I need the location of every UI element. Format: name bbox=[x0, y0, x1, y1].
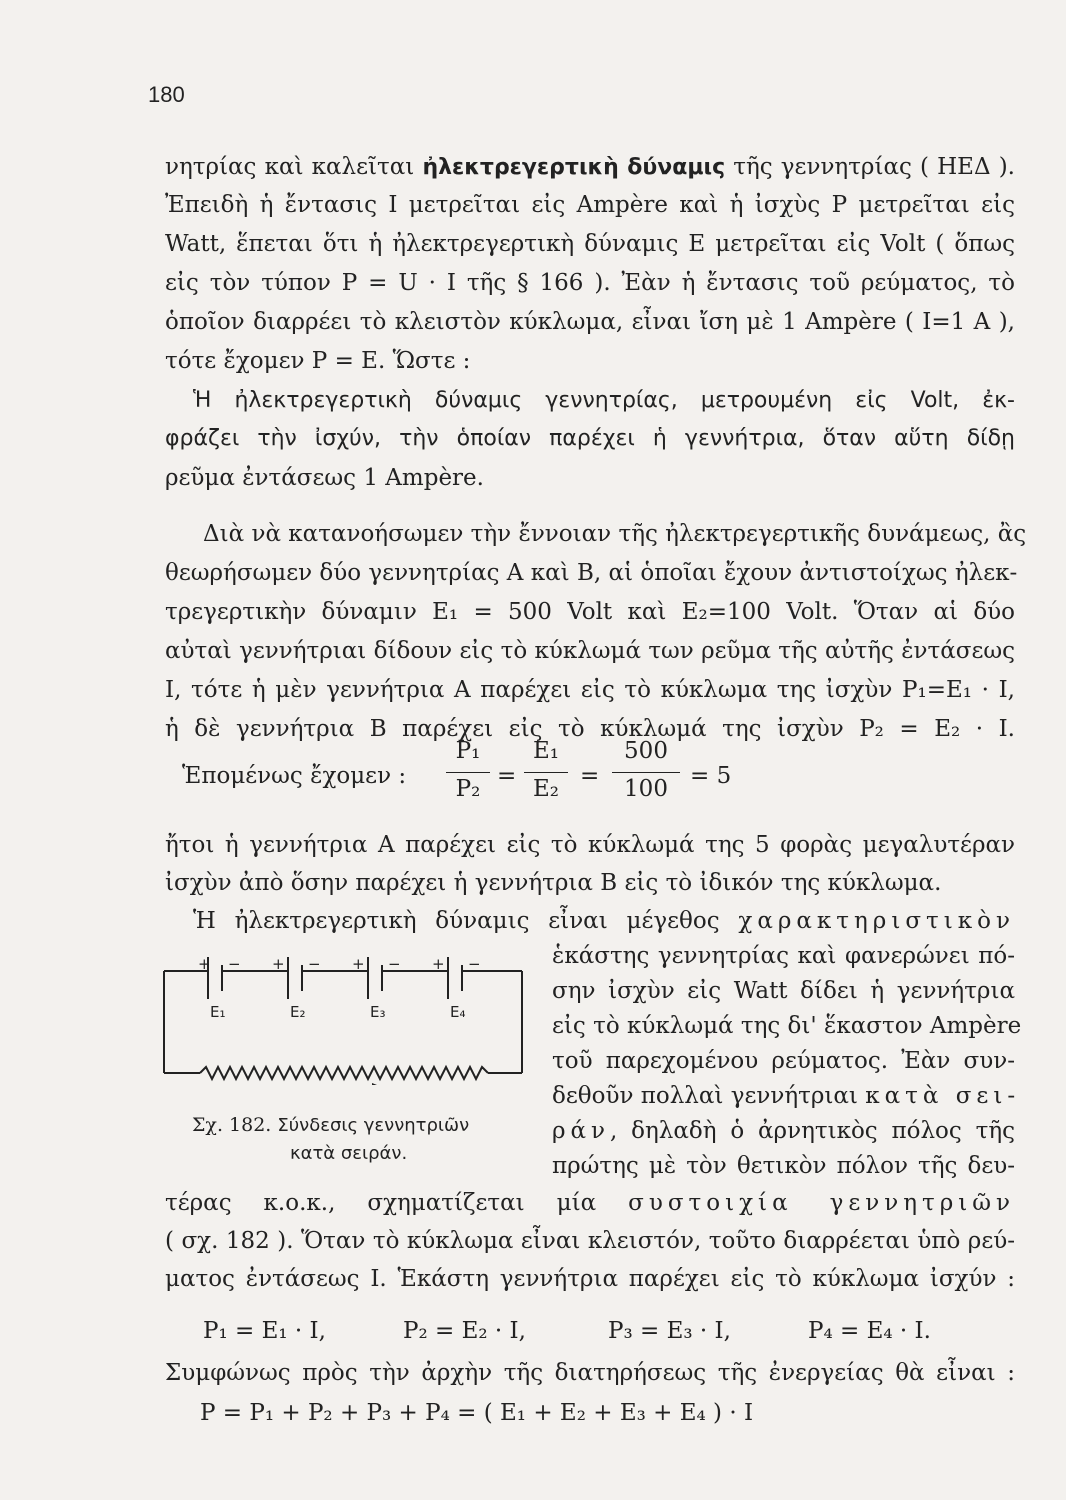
para1-line-2: Ἐπειδὴ ἡ ἔντασις I μετρεῖται εἰς Ampère καὶ ἡ ἰσχὺς P μετρεῖται εἰς bbox=[165, 192, 1015, 218]
cell-sign: − bbox=[468, 955, 481, 973]
frac2-bar bbox=[524, 772, 568, 773]
figure-caption-line-2 bbox=[290, 1142, 407, 1164]
frac3-num: 500 bbox=[624, 738, 668, 764]
cell-sign: − bbox=[308, 955, 321, 973]
para2-line-5: I, τότε ἡ μὲν γεννήτρια A παρέχει εἰς τὸ κύκλωμα της ἰσχὺν P₁=E₁ · I, bbox=[165, 677, 1015, 703]
cell-sign: + bbox=[198, 955, 211, 973]
cell-sign: − bbox=[228, 955, 241, 973]
resistor-zigzag bbox=[200, 1067, 488, 1079]
equals-sign: = bbox=[497, 763, 517, 789]
para2-line-3: τρεγερτικὴν δύναμιν E₁ = 500 Volt καὶ E₂=100 Volt. Ὅταν αἱ δύο bbox=[165, 599, 1015, 625]
caption-number: Σχ. 182. bbox=[192, 1114, 272, 1136]
cell-sign: + bbox=[272, 955, 285, 973]
text-span: τῆς γεννητρίας ( ΗΕΔ ). bbox=[725, 154, 1015, 180]
para4-narrow-7: πρώτης μὲ τὸν θετικὸν πόλον τῆς δευ- bbox=[552, 1153, 1015, 1179]
para3-line-1: ἤτοι ἡ γεννήτρια A παρέχει εἰς τὸ κύκλωμά της 5 φορὰς μεγαλυτέραν bbox=[165, 832, 1015, 858]
para5-line: Συμφώνως πρὸς τὴν ἀρχὴν τῆς διατηρήσεως τῆς ἐνεργείας θὰ εἶναι : bbox=[165, 1360, 1015, 1386]
spaced-term: ράν bbox=[552, 1118, 611, 1144]
text-span: , δηλαδὴ ὁ ἀρνητικὸς πόλος τῆς bbox=[610, 1118, 1015, 1144]
frac2-den: E₂ bbox=[532, 776, 559, 802]
para4-narrow-4: τοῦ παρεχομένου ρεύματος. Ἐὰν συν- bbox=[552, 1048, 1015, 1074]
equation-total: P = P₁ + P₂ + P₃ + P₄ = ( E₁ + E₂ + E₃ + E₄ ) · I bbox=[200, 1400, 754, 1426]
text-span: τέρας κ.ο.κ., σχηματίζεται μία bbox=[165, 1190, 629, 1216]
cell-sign: − bbox=[388, 955, 401, 973]
circuit-diagram bbox=[160, 955, 530, 1085]
para4-line-1 bbox=[193, 904, 1015, 938]
text-span: Ἡ ἠλεκτρεγερτικὴ δύναμις εἶναι μέγεθος bbox=[193, 908, 739, 934]
frac1-den: P₂ bbox=[455, 776, 481, 802]
spaced-term: χαρακτηριστικὸν bbox=[738, 908, 1015, 934]
para1-line-6: τότε ἔχομεν P = E. Ὥστε : bbox=[165, 348, 471, 374]
definition-line-3: ρεῦμα ἐντάσεως 1 Ampère. bbox=[165, 465, 484, 491]
para2-line-4: αὐταὶ γεννήτριαι δίδουν εἰς τὸ κύκλωμά των ρεῦμα τῆς αὐτῆς ἐντάσεως bbox=[165, 638, 1016, 664]
frac3-den: 100 bbox=[624, 776, 668, 802]
para1-line-5: ὁποῖον διαρρέει τὸ κλειστὸν κύκλωμα, εἶναι ἴση μὲ 1 Ampère ( I=1 A ), bbox=[165, 309, 1015, 335]
cell-label: E₄ bbox=[450, 1003, 466, 1021]
para1-line-4: εἰς τὸν τύπον P = U · I τῆς § 166 ). Ἐὰν ἡ ἔντασις τοῦ ρεύματος, τὸ bbox=[165, 270, 1015, 296]
text-span: νητρίας καὶ καλεῖται bbox=[165, 154, 423, 180]
equals-sign: = bbox=[580, 763, 600, 789]
spaced-term: συστοιχία γεννητριῶν bbox=[628, 1190, 1015, 1216]
para4-narrow-5 bbox=[552, 1079, 1021, 1113]
frac2-num: E₁ bbox=[532, 738, 559, 764]
cell-label: E₃ bbox=[370, 1003, 386, 1021]
para2-line-2: θεωρήσωμεν δύο γεννητρίας A καὶ B, αἱ ὁποῖαι ἔχουν ἀντιστοίχως ἠλεκ- bbox=[165, 560, 1018, 586]
bold-term: ἠλεκτρεγερτικὴ δύναμις bbox=[422, 155, 726, 180]
para4-narrow-2: σην ἰσχὺν εἰς Watt δίδει ἡ γεννήτρια bbox=[552, 978, 1015, 1004]
para4-full-3: ματος ἐντάσεως I. Ἑκάστη γεννήτρια παρέχει εἰς τὸ κύκλωμα ἰσχύν : bbox=[165, 1266, 1015, 1292]
para4-full-2: ( σχ. 182 ). Ὅταν τὸ κύκλωμα εἶναι κλειστόν, τοῦτο διαρρέεται ὑπὸ ρεύ- bbox=[165, 1228, 1015, 1254]
cell-label: E₁ bbox=[210, 1003, 226, 1021]
para1-line-3: Watt, ἕπεται ὅτι ἡ ἠλεκτρεγερτικὴ δύναμις E μετρεῖται εἰς Volt ( ὅπως bbox=[165, 231, 1015, 257]
equation-p1: P₁ = E₁ · I, bbox=[203, 1318, 326, 1344]
caption-text: κατὰ σειράν. bbox=[290, 1143, 408, 1164]
frac1-bar bbox=[446, 772, 490, 773]
cell-label: E₂ bbox=[290, 1003, 306, 1021]
equation-p4: P₄ = E₄ · I. bbox=[808, 1318, 931, 1344]
spaced-term: κατὰ σει- bbox=[865, 1083, 1021, 1109]
definition-line-1: Ἡ ἠλεκτρεγερτικὴ δύναμις γεννητρίας, μετρουμένη εἰς Volt, ἐκ- bbox=[193, 388, 1015, 413]
equation-p2: P₂ = E₂ · I, bbox=[403, 1318, 526, 1344]
caption-text: Σύνδεσις γεννητριῶν bbox=[277, 1115, 470, 1136]
definition-line-2: φράζει τὴν ἰσχύν, τὴν ὁποίαν παρέχει ἡ γεννήτρια, ὅταν αὕτη δίδῃ bbox=[165, 426, 1015, 451]
para1-line-1 bbox=[165, 150, 1015, 185]
frac1-num: P₁ bbox=[455, 738, 481, 764]
figure-caption bbox=[192, 1114, 469, 1136]
current-arrow-head bbox=[372, 1083, 382, 1085]
frac3-bar bbox=[612, 772, 680, 773]
ratio-lead: Ἑπομένως ἔχομεν : bbox=[182, 763, 407, 789]
para3-line-2: ἰσχὺν ἀπὸ ὅσην παρέχει ἡ γεννήτρια B εἰς τὸ ἰδικόν της κύκλωμα. bbox=[165, 870, 942, 896]
cell-sign: + bbox=[432, 955, 445, 973]
para4-full-1 bbox=[165, 1186, 1015, 1220]
para2-line-1: Διὰ νὰ κατανοήσωμεν τὴν ἔννοιαν τῆς ἠλεκτρεγερτικῆς δυνάμεως, ἂς bbox=[203, 521, 1027, 547]
text-span: δεθοῦν πολλαὶ γεννήτριαι bbox=[552, 1083, 866, 1109]
para4-narrow-3: εἰς τὸ κύκλωμά της δι' ἕκαστον Ampère bbox=[552, 1013, 1022, 1039]
para4-narrow-1: ἑκάστης γεννητρίας καὶ φανερώνει πό- bbox=[552, 943, 1015, 969]
para2-line-6: ἡ δὲ γεννήτρια B παρέχει εἰς τὸ κύκλωμά της ἰσχὺν P₂ = E₂ · I. bbox=[165, 716, 1015, 742]
equation-p3: P₃ = E₃ · I, bbox=[608, 1318, 731, 1344]
para4-narrow-6 bbox=[552, 1114, 1015, 1148]
ratio-result: = 5 bbox=[690, 763, 732, 789]
page-number: 180 bbox=[148, 82, 185, 107]
cell-sign: + bbox=[352, 955, 365, 973]
